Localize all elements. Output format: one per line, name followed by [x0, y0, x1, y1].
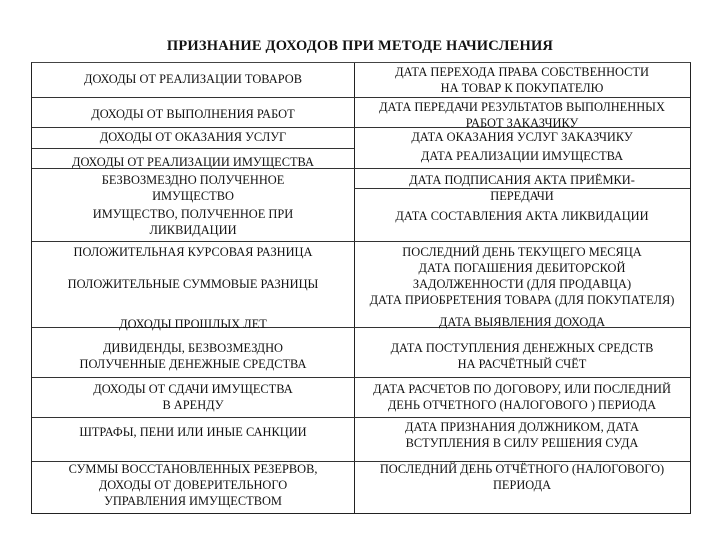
- recognition-date-cell: ДАТА ПЕРЕХОДА ПРАВА СОБСТВЕННОСТИ НА ТОВАР К ПОКУПАТЕЛЮ: [395, 65, 649, 95]
- recognition-date-cell: ДАТА СОСТАВЛЕНИЯ АКТА ЛИКВИДАЦИИ: [395, 209, 649, 223]
- income-cell: СУММЫ ВОССТАНОВЛЕННЫХ РЕЗЕРВОВ, ДОХОДЫ ОТ ДОВЕРИТЕЛЬНОГО УПРАВЛЕНИЯ ИМУЩЕСТВОМ: [68, 462, 318, 508]
- income-cell: ПОЛОЖИТЕЛЬНЫЕ СУММОВЫЕ РАЗНИЦЫ: [67, 277, 319, 291]
- income-cell: ДИВИДЕНДЫ, БЕЗВОЗМЕЗДНО ПОЛУЧЕННЫЕ ДЕНЕЖНЫЕ СРЕДСТВА: [79, 341, 307, 371]
- recognition-date-cell: ПОСЛЕДНИЙ ДЕНЬ ОТЧЁТНОГО (НАЛОГОВОГО) ПЕРИОДА: [379, 462, 665, 492]
- income-cell: ПОЛОЖИТЕЛЬНАЯ КУРСОВАЯ РАЗНИЦА: [73, 245, 313, 259]
- income-recognition-table: [31, 62, 691, 514]
- row-divider: [32, 417, 690, 418]
- income-cell: ДОХОДЫ ОТ РЕАЛИЗАЦИИ ТОВАРОВ: [84, 72, 302, 86]
- row-divider: [32, 377, 690, 378]
- recognition-date-cell: ДАТА ОКАЗАНИЯ УСЛУГ ЗАКАЗЧИКУ: [411, 130, 633, 144]
- recognition-date-cell: ДАТА ВЫЯВЛЕНИЯ ДОХОДА: [438, 315, 606, 329]
- row-divider: [32, 241, 690, 242]
- recognition-date-cell: ДАТА РАСЧЕТОВ ПО ДОГОВОРУ, ИЛИ ПОСЛЕДНИЙ ДЕНЬ ОТЧЕТНОГО (НАЛОГОВОГО ) ПЕРИОДА: [373, 382, 671, 412]
- recognition-date-cell: ДАТА ПРИЗНАНИЯ ДОЛЖНИКОМ, ДАТА ВСТУПЛЕНИЯ В СИЛУ РЕШЕНИЯ СУДА: [405, 420, 639, 450]
- income-cell: ДОХОДЫ ОТ ОКАЗАНИЯ УСЛУГ: [99, 130, 287, 144]
- income-cell: БЕЗВОЗМЕЗДНО ПОЛУЧЕННОЕ ИМУЩЕСТВО: [101, 173, 285, 203]
- income-cell: ДОХОДЫ ОТ РЕАЛИЗАЦИИ ИМУЩЕСТВА: [72, 155, 314, 169]
- recognition-date-cell: ДАТА ПЕРЕДАЧИ РЕЗУЛЬТАТОВ ВЫПОЛНЕННЫХ РАБОТ ЗАКАЗЧИКУ: [379, 100, 665, 130]
- row-divider: [32, 97, 690, 98]
- income-cell: ИМУЩЕСТВО, ПОЛУЧЕННОЕ ПРИ ЛИКВИДАЦИИ: [92, 207, 294, 237]
- page-title: ПРИЗНАНИЕ ДОХОДОВ ПРИ МЕТОДЕ НАЧИСЛЕНИЯ: [166, 38, 554, 54]
- recognition-date-cell: ПОСЛЕДНИЙ ДЕНЬ ТЕКУЩЕГО МЕСЯЦА: [402, 245, 642, 259]
- income-cell: ДОХОДЫ ОТ ВЫПОЛНЕНИЯ РАБОТ: [91, 107, 295, 121]
- recognition-date-cell: ДАТА ПОГАШЕНИЯ ДЕБИТОРСКОЙ ЗАДОЛЖЕННОСТИ (ДЛЯ ПРОДАВЦА) ДАТА ПРИОБРЕТЕНИЯ ТОВАРА (ДЛЯ ПОКУПАТЕЛЯ): [369, 261, 675, 307]
- recognition-date-cell: ДАТА ПОСТУПЛЕНИЯ ДЕНЕЖНЫХ СРЕДСТВ НА РАСЧЁТНЫЙ СЧЁТ: [390, 341, 654, 371]
- income-cell: ДОХОДЫ ОТ СДАЧИ ИМУЩЕСТВА В АРЕНДУ: [93, 382, 293, 412]
- recognition-date-cell: ДАТА РЕАЛИЗАЦИИ ИМУЩЕСТВА: [420, 149, 624, 163]
- recognition-date-cell: ДАТА ПОДПИСАНИЯ АКТА ПРИЁМКИ- ПЕРЕДАЧИ: [409, 173, 635, 203]
- row-divider: [32, 148, 354, 149]
- income-cell: ШТРАФЫ, ПЕНИ ИЛИ ИНЫЕ САНКЦИИ: [79, 425, 307, 439]
- income-cell: ДОХОДЫ ПРОШЛЫХ ЛЕТ: [119, 317, 267, 331]
